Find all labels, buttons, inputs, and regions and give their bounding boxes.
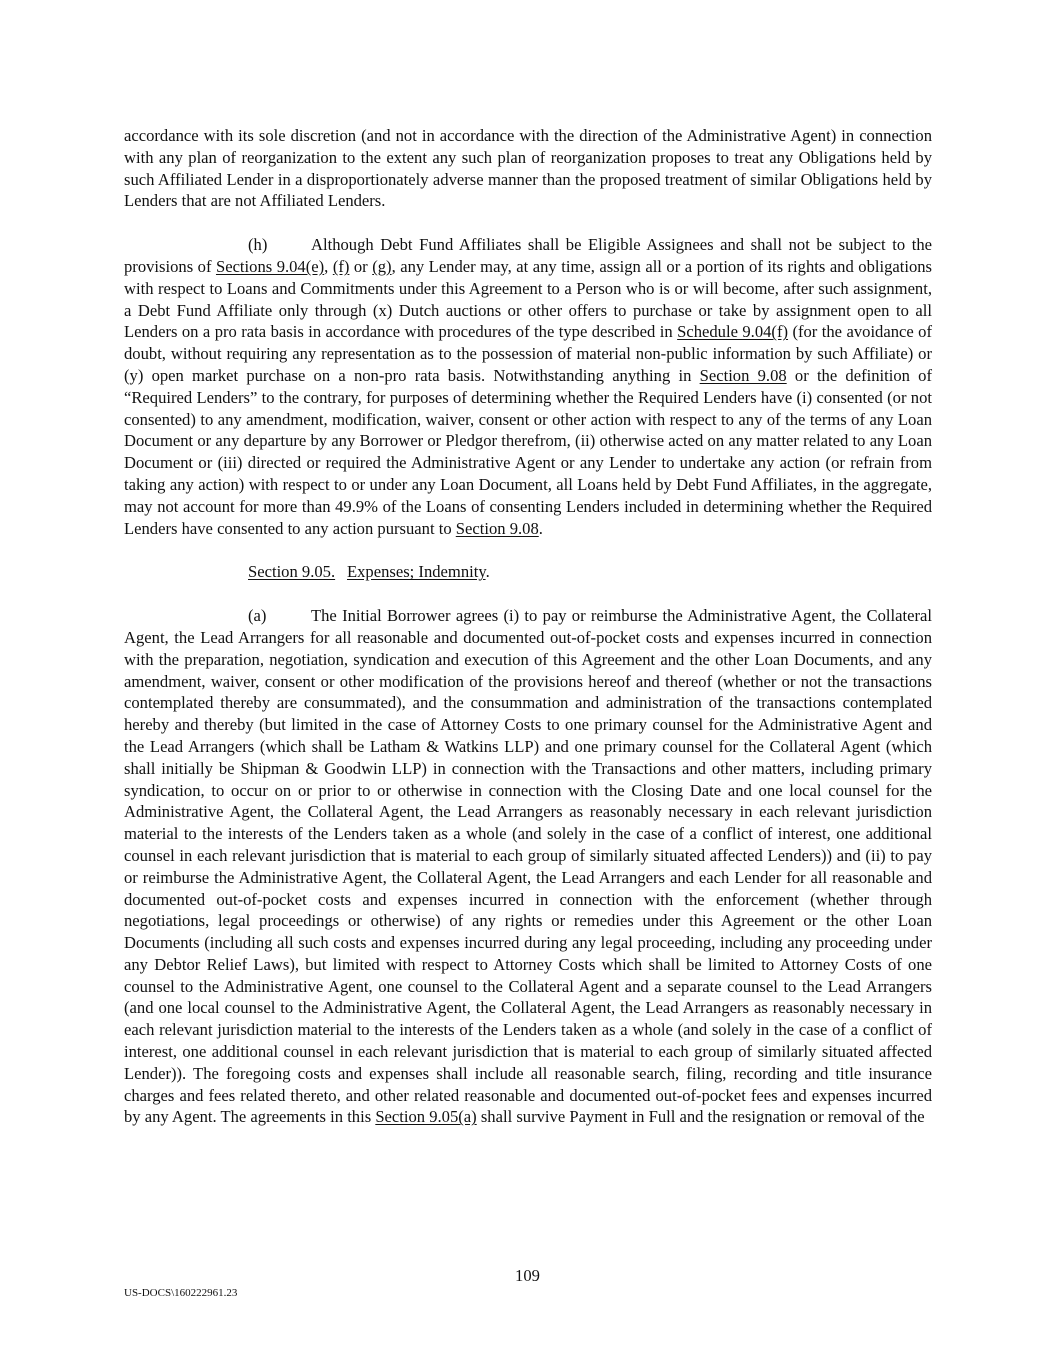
cross-reference-link[interactable]: Section 9.05(a)	[375, 1107, 477, 1127]
paragraph-text: (for the avoidance of doubt, without requiring any representation as to the possession of material non-public information by such Affiliate) or (y) open market purchase on a non-pro rata basis. Notwithstanding anything in	[124, 322, 932, 385]
paragraph-text: The Initial Borrower agrees (i) to pay or reimburse the Administrative Agent, the Collateral Agent, the Lead Arrangers for all reasonable and documented out-of-pocket costs and expenses incurred in connection with the preparation, negotiation, syndication and execution of this Agreement and the other Loan Documents, and any amendment, waiver, consent or other modification of the provisions hereof and thereof (whether or not the transactions contemplated thereby are consummated), and the consummation and administration of the transactions contemplated hereby and thereby (but limited in the case of Attorney Costs to one primary counsel for the Administrative Agent and the Lead Arrangers (which shall be Latham & Watkins LLP) and one primary counsel for the Collateral Agent (which shall initially be Shipman & Goodwin LLP) in connection with the Transactions and other matters, including primary syndication, to occur on or prior to or otherwise in connection with the Closing Date and one local counsel for the Administrative Agent, the Collateral Agent, the Lead Arrangers as reasonably necessary in each relevant jurisdiction material to the interests of the Lenders taken as a whole (and solely in the case of a conflict of interest, one additional counsel in each relevant jurisdiction that is material to each group of similarly situated affected Lenders)) and (ii) to pay or reimburse the Administrative Agent, the Collateral Agent, the Lead Arrangers and each Lender for all reasonable and documented out-of-pocket costs and expenses incurred in connection with the enforcement (whether through negotiations, legal proceedings or otherwise) of any rights or remedies under this Agreement or the other Loan Documents (including all such costs and expenses incurred during any legal proceeding, including any proceeding under any Debtor Relief Laws), but limited with respect to Attorney Costs which shall be limited to Attorney Costs of one counsel to the Administrative Agent, one counsel to the Collateral Agent and a separate counsel to the Lead Arrangers (and one local counsel to the Administrative Agent, the Collateral Agent, the Lead Arrangers as reasonably necessary in each relevant jurisdiction material to the interests of the Lenders taken as a whole (and solely in the case of a conflict of interest, one additional counsel in each relevant jurisdiction that is material to each group of similarly situated affected Lender)). The foregoing costs and expenses shall include all reasonable search, filing, recording and title insurance charges and fees related thereto, and other related reasonable and documented out-of-pocket fees and expenses incurred by any Agent. The agreements in this	[124, 606, 932, 1127]
paragraph-continuation	[124, 125, 932, 212]
paragraph-label: (a)	[248, 606, 267, 626]
cross-reference-link[interactable]: (g)	[372, 256, 392, 276]
paragraph-text: accordance with its sole discretion (and not in accordance with the direction of the Administrative Agent) in connection with any plan of reorganization to the extent any such plan of reorganization proposes to treat any Obligations held by such Affiliated Lender in a disproportionately adverse manner than the proposed treatment of similar Obligations held by Lenders that are not Affiliated Lenders.	[124, 126, 932, 211]
section-title: Expenses; Indemnity	[347, 562, 486, 582]
section-number: Section 9.05.	[248, 562, 336, 582]
paragraph-a	[124, 605, 932, 1128]
paragraph-text: or	[349, 256, 373, 276]
cross-reference-link[interactable]: Section 9.08	[699, 365, 787, 385]
cross-reference-link[interactable]: Schedule 9.04(f)	[677, 322, 789, 342]
paragraph-text: ,	[324, 256, 333, 276]
paragraph-label: (h)	[248, 235, 268, 255]
cross-reference-link[interactable]: (f)	[332, 256, 350, 276]
paragraph-h	[124, 234, 932, 539]
page-number: 109	[515, 1266, 540, 1285]
cross-reference-link[interactable]: Section 9.08	[455, 518, 539, 538]
paragraph-text: Although Debt Fund Affiliates shall be Eligible Assignees and shall not be subject to the provisions of	[124, 235, 932, 276]
cross-reference-link[interactable]: Sections 9.04(e)	[215, 256, 325, 276]
section-heading	[124, 561, 932, 583]
document-page	[124, 125, 932, 1150]
section-title-period: .	[485, 562, 490, 582]
paragraph-text: .	[538, 518, 543, 538]
document-id: US-DOCS\160222961.23	[124, 1287, 238, 1299]
paragraph-text: or the definition of “Required Lenders” to the contrary, for purposes of determining whether the Required Lenders have (i) consented (or not consented) to any amendment, modification, waiver, consent or other action with respect to any of the terms of any Loan Document or any departure by any Borrower or Pledgor therefrom, (ii) otherwise acted on any matter related to any Loan Document or (iii) directed or required the Administrative Agent or any Lender to undertake any action (or refrain from taking any action) with respect to or under any Loan Document, all Loans held by Debt Fund Affiliates, in the aggregate, may not account for more than 49.9% of the Loans of consenting Lenders included in determining whether the Required Lenders have consented to any action pursuant to	[124, 365, 933, 538]
paragraph-text: , any Lender may, at any time, assign all or a portion of its rights and obligations with respect to Loans and Commitments under this Agreement to a Person who is or will become, after such assignment, a Debt Fund Affiliate only through (x) Dutch auctions or other offers to purchase or take by assignment open to all Lenders on a pro rata basis in accordance with procedures of the type described in	[124, 256, 933, 342]
paragraph-text: shall survive Payment in Full and the resignation or removal of the	[476, 1107, 925, 1127]
